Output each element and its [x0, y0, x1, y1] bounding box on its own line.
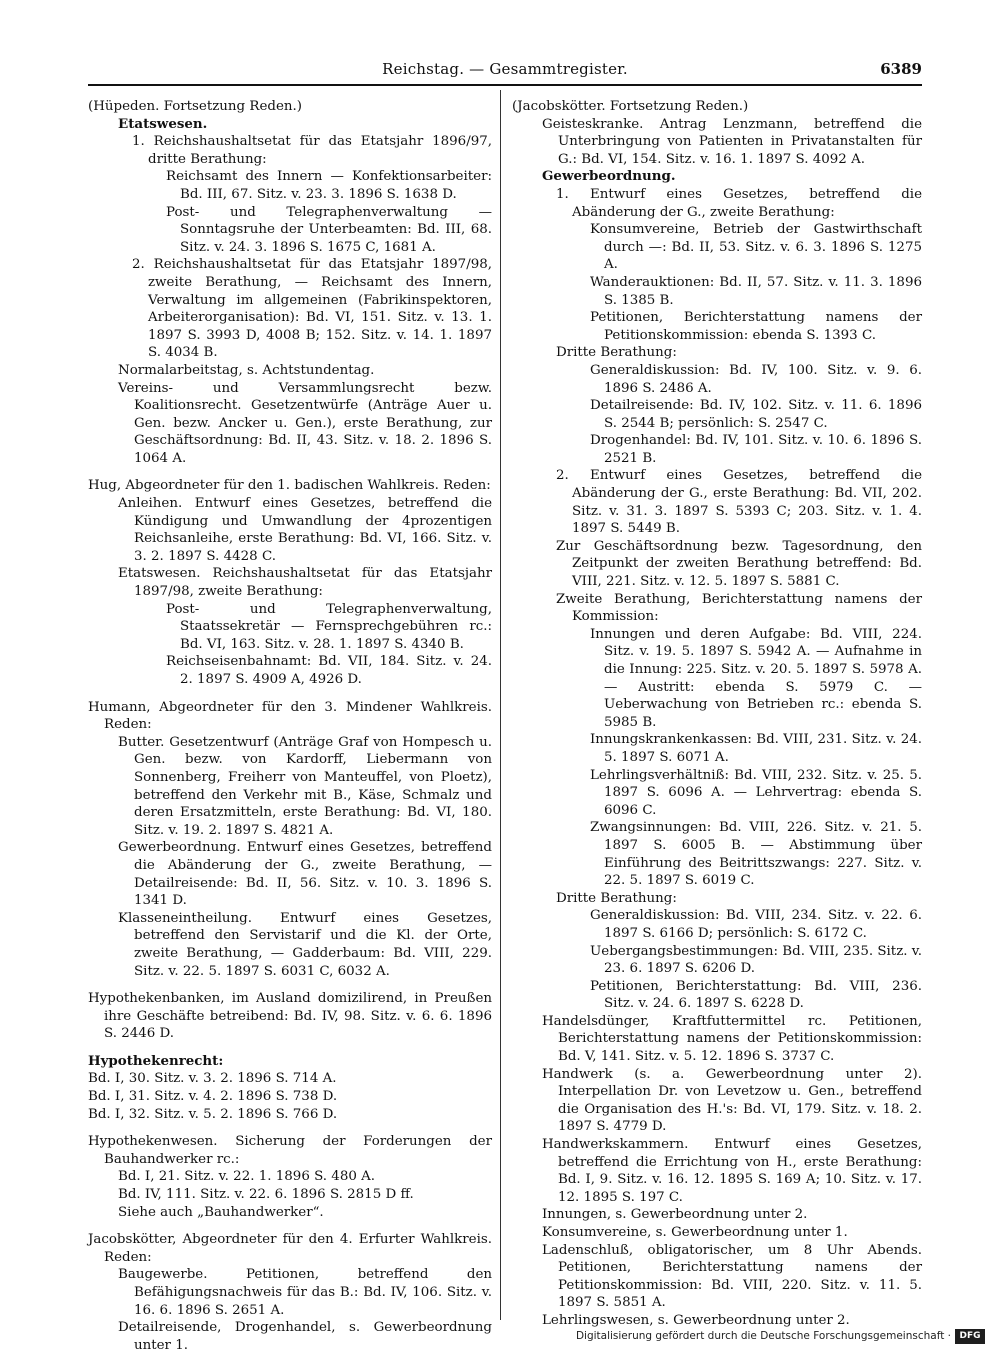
- right-entry: 1. Entwurf eines Gesetzes, betreffend die Abänderung der G., zweite Berathung:: [556, 186, 922, 220]
- left-entry: (Hüpeden. Fortsetzung Reden.): [88, 99, 302, 114]
- column-divider: [500, 90, 501, 1320]
- left-entry: Post- und Telegraphenverwaltung — Sonntagsruhe der Unterbeamten: Bd. III, 68. Sitz. v. 24. 3. 1896 S. 1675 C, 1681 A.: [166, 204, 492, 255]
- right-entry: Innungskrankenkassen: Bd. VIII, 231. Sitz. v. 24. 5. 1897 S. 6071 A.: [590, 732, 922, 765]
- right-entry: Innungen, s. Gewerbeordnung unter 2.: [542, 1207, 808, 1223]
- left-entry: Post- und Telegraphenverwaltung, Staatssekretär — Fernsprechgebühren rc.: Bd. VI, 163. Sitz. v. 28. 1. 1897 S. 4340 B.: [166, 601, 492, 652]
- page-number: 6389: [880, 60, 922, 78]
- right-entry: Innungen und deren Aufgabe: Bd. VIII, 224. Sitz. v. 19. 5. 1897 S. 5942 A. — Aufnahme in die Innung: 225. Sitz. v. 20. 5. 1897 S. 5978 A. — Austritt: ebenda S. 5979 C. — Ueberwachung von Betrieben rc.: ebenda S. 5985 B.: [590, 626, 922, 730]
- right-entry: Lehrlingswesen, s. Gewerbeordnung unter 2.: [542, 1312, 850, 1328]
- right-entry: Zwangsinnungen: Bd. VIII, 226. Sitz. v. 21. 5. 1897 S. 6005 B. — Abstimmung über Einführung des Beitrittszwangs: 227. Sitz. v. 22. 5. 1897 S. 6019 C.: [590, 820, 922, 889]
- entry-gap: [88, 689, 492, 699]
- left-entry: Bd. I, 21. Sitz. v. 22. 1. 1896 S. 480 A.: [118, 1169, 376, 1185]
- right-entry: Zweite Berathung, Berichterstattung namens der Kommission:: [556, 591, 922, 625]
- left-entry: Baugewerbe. Petitionen, betreffend den Befähigungsnachweis für das B.: Bd. IV, 106. Sitz. v. 16. 6. 1896 S. 2651 A.: [118, 1267, 492, 1318]
- right-entry: Handelsdünger, Kraftfuttermittel rc. Petitionen, Berichterstattung namens der Petitionskommission: Bd. V, 141. Sitz. v. 5. 12. 1896 S. 3737 C.: [542, 1013, 922, 1065]
- left-entry: Hug, Abgeordneter für den 1. badischen Wahlkreis. Reden:: [88, 478, 491, 494]
- right-entry: Gewerbeordnung.: [542, 168, 676, 185]
- right-entry: Petitionen, Berichterstattung namens der Petitionskommission: ebenda S. 1393 C.: [590, 310, 922, 343]
- entry-gap: [88, 1221, 492, 1231]
- right-entry: Uebergangsbestimmungen: Bd. VIII, 235. Sitz. v. 23. 6. 1897 S. 6206 D.: [590, 943, 922, 977]
- left-entry: Siehe auch „Bauhandwerker“.: [118, 1204, 324, 1220]
- right-entry: Konsumvereine, Betrieb der Gastwirthschaft durch —: Bd. II, 53. Sitz. v. 6. 3. 1896 S. 1275 A.: [590, 222, 922, 273]
- left-entry: Jacobskötter, Abgeordneter für den 4. Erfurter Wahlkreis. Reden:: [88, 1232, 492, 1265]
- right-entry: Geisteskranke. Antrag Lenzmann, betreffend die Unterbringung von Patienten in Privatanstalten für G.: Bd. VI, 154. Sitz. v. 16. 1. 1897 S. 4092 A.: [542, 116, 922, 167]
- footer-credit: Digitalisierung gefördert durch die Deutsche Forschungsgemeinschaft ·: [575, 1330, 951, 1342]
- entry-gap: [88, 980, 492, 990]
- left-entry: 2. Reichshaushaltsetat für das Etatsjahr 1897/98, zweite Berathung, — Reichsamt des Innern, Verwaltung im allgemeinen (Fabrikinspektoren, Arbeiterorganisation): Bd. VI, 151. Sitz. v. 13. 1. 1897 S. 3993 D, 4008 B; 152. Sitz. v. 14. 1. 1897 S. 4034 B.: [132, 257, 492, 361]
- left-entry: Gewerbeordnung. Entwurf eines Gesetzes, betreffend die Abänderung der G., zweite Berathung, — Detailreisende: Bd. II, 56. Sitz. v. 10. 3. 1896 S. 1341 D.: [118, 840, 492, 909]
- left-entry: Hypothekenrecht:: [88, 1052, 224, 1069]
- running-title: Reichstag. — Gesammtregister.: [382, 60, 628, 78]
- right-entry: Zur Geschäftsordnung bezw. Tagesordnung, den Zeitpunkt der zweiten Berathung betreffend: Bd. VIII, 221. Sitz. v. 12. 5. 1897 S. 5881 C.: [556, 538, 922, 590]
- left-entry: 1. Reichshaushaltsetat für das Etatsjahr 1896/97, dritte Berathung:: [132, 134, 492, 167]
- left-entry: Klasseneintheilung. Entwurf eines Gesetzes, betreffend den Servistarif und die Kl. der Orte, zweite Berathung, — Gadderbaum: Bd. VIII, 229. Sitz. v. 22. 5. 1897 S. 6031 C, 6032 A.: [118, 910, 492, 979]
- left-entry: Bd. I, 32. Sitz. v. 5. 2. 1896 S. 766 D.: [88, 1106, 338, 1122]
- right-entry: Wanderauktionen: Bd. II, 57. Sitz. v. 11. 3. 1896 S. 1385 B.: [590, 274, 922, 308]
- right-entry: Ladenschluß, obligatorischer, um 8 Uhr Abends. Petitionen, Berichterstattung namens der Petitionskommission: Bd. VIII, 220. Sitz. v. 11. 5. 1897 S. 5851 A.: [542, 1242, 922, 1311]
- left-entry: Etatswesen. Reichshaushaltsetat für das Etatsjahr 1897/98, zweite Berathung:: [118, 566, 492, 600]
- page-footer: [545, 1329, 985, 1345]
- right-entry: Generaldiskussion: Bd. VIII, 234. Sitz. v. 22. 6. 1897 S. 6166 D; persönlich: S. 6172 C.: [590, 908, 922, 941]
- left-entry: Detailreisende, Drogenhandel, s. Gewerbeordnung unter 1.: [118, 1320, 492, 1353]
- right-entry: (Jacobskötter. Fortsetzung Reden.): [512, 99, 749, 114]
- left-entry: Vereins- und Versammlungsrecht bezw. Koalitionsrecht. Gesetzentwürfe (Anträge Auer u. Gen. bezw. Ancker u. Gen.), erste Berathung, zur Geschäftsordnung: Bd. II, 43. Sitz. v. 18. 2. 1896 S. 1064 A.: [118, 380, 492, 466]
- right-entry: Lehrlingsverhältniß: Bd. VIII, 232. Sitz. v. 25. 5. 1897 S. 6096 A. — Lehrvertrag: ebenda S. 6096 C.: [590, 767, 922, 818]
- left-entry: Hypothekenbanken, im Ausland domizilirend, in Preußen ihre Geschäfte betreibend: Bd. IV, 98. Sitz. v. 6. 6. 1896 S. 2446 D.: [88, 991, 492, 1042]
- right-column: [512, 98, 922, 1330]
- left-entry: Etatswesen.: [118, 115, 208, 132]
- left-entry: Reichsamt des Innern — Konfektionsarbeiter: Bd. III, 67. Sitz. v. 23. 3. 1896 S. 1638 D.: [166, 169, 492, 202]
- entry-gap: [88, 467, 492, 477]
- left-entry: Bd. I, 31. Sitz. v. 4. 2. 1896 S. 738 D.: [88, 1089, 338, 1105]
- page-header: [88, 60, 922, 80]
- left-entry: Humann, Abgeordneter für den 3. Mindener Wahlkreis. Reden:: [88, 699, 492, 733]
- left-entry: Butter. Gesetzentwurf (Anträge Graf von Hompesch u. Gen. bezw. von Kardorff, Liebermann von Sonnenberg, Freiherr von Manteuffel, von Ploetz), betreffend den Verkehr mit B., Käse, Schmalz und deren Ersatzmitteln, erste Berathung: Bd. VI, 180. Sitz. v. 19. 2. 1897 S. 4821 A.: [118, 734, 492, 838]
- left-entry: Bd. I, 30. Sitz. v. 3. 2. 1896 S. 714 A.: [88, 1071, 337, 1087]
- right-entry: Petitionen, Berichterstattung: Bd. VIII, 236. Sitz. v. 24. 6. 1897 S. 6228 D.: [590, 978, 922, 1012]
- entry-gap: [88, 1043, 492, 1053]
- right-entry: Dritte Berathung:: [556, 890, 677, 906]
- left-column: [88, 98, 492, 1354]
- right-entry: Generaldiskussion: Bd. IV, 100. Sitz. v. 9. 6. 1896 S. 2486 A.: [590, 362, 922, 396]
- right-entry: Drogenhandel: Bd. IV, 101. Sitz. v. 10. 6. 1896 S. 2521 B.: [590, 433, 922, 466]
- entry-gap: [88, 1123, 492, 1133]
- header-rule: [88, 84, 922, 86]
- right-entry: Handwerk (s. a. Gewerbeordnung unter 2). Interpellation Dr. von Levetzow u. Gen., betreffend die Organisation des H.'s: Bd. VI, 179. Sitz. v. 18. 2. 1897 S. 4779 D.: [542, 1066, 922, 1135]
- left-entry: Anleihen. Entwurf eines Gesetzes, betreffend die Kündigung und Umwandlung der 4prozentigen Reichsanleihe, erste Berathung: Bd. VI, 166. Sitz. v. 3. 2. 1897 S. 4428 C.: [118, 496, 492, 564]
- left-entry: Hypothekenwesen. Sicherung der Forderungen der Bauhandwerker rc.:: [88, 1134, 492, 1167]
- right-entry: 2. Entwurf eines Gesetzes, betreffend die Abänderung der G., erste Berathung: Bd. VII, 202. Sitz. v. 31. 3. 1897 S. 5393 C; 203. Sitz. v. 1. 4. 1897 S. 5449 B.: [556, 468, 922, 537]
- left-entry: Reichseisenbahnamt: Bd. VII, 184. Sitz. v. 24. 2. 1897 S. 4909 A, 4926 D.: [166, 654, 492, 687]
- right-entry: Konsumvereine, s. Gewerbeordnung unter 1.: [542, 1225, 848, 1240]
- right-entry: Handwerkskammern. Entwurf eines Gesetzes, betreffend die Errichtung von H., erste Berathung: Bd. I, 9. Sitz. v. 16. 12. 1895 S. 169 A; 10. Sitz. v. 17. 12. 1895 S. 197 C.: [542, 1137, 922, 1205]
- left-entry: Normalarbeitstag, s. Achtstundentag.: [118, 362, 375, 378]
- right-entry: Detailreisende: Bd. IV, 102. Sitz. v. 11. 6. 1896 S. 2544 B; persönlich: S. 2547 C.: [590, 398, 922, 431]
- dfg-logo-icon: DFG: [955, 1329, 985, 1344]
- right-entry: Dritte Berathung:: [556, 345, 677, 361]
- left-entry: Bd. IV, 111. Sitz. v. 22. 6. 1896 S. 2815 D ff.: [118, 1187, 414, 1203]
